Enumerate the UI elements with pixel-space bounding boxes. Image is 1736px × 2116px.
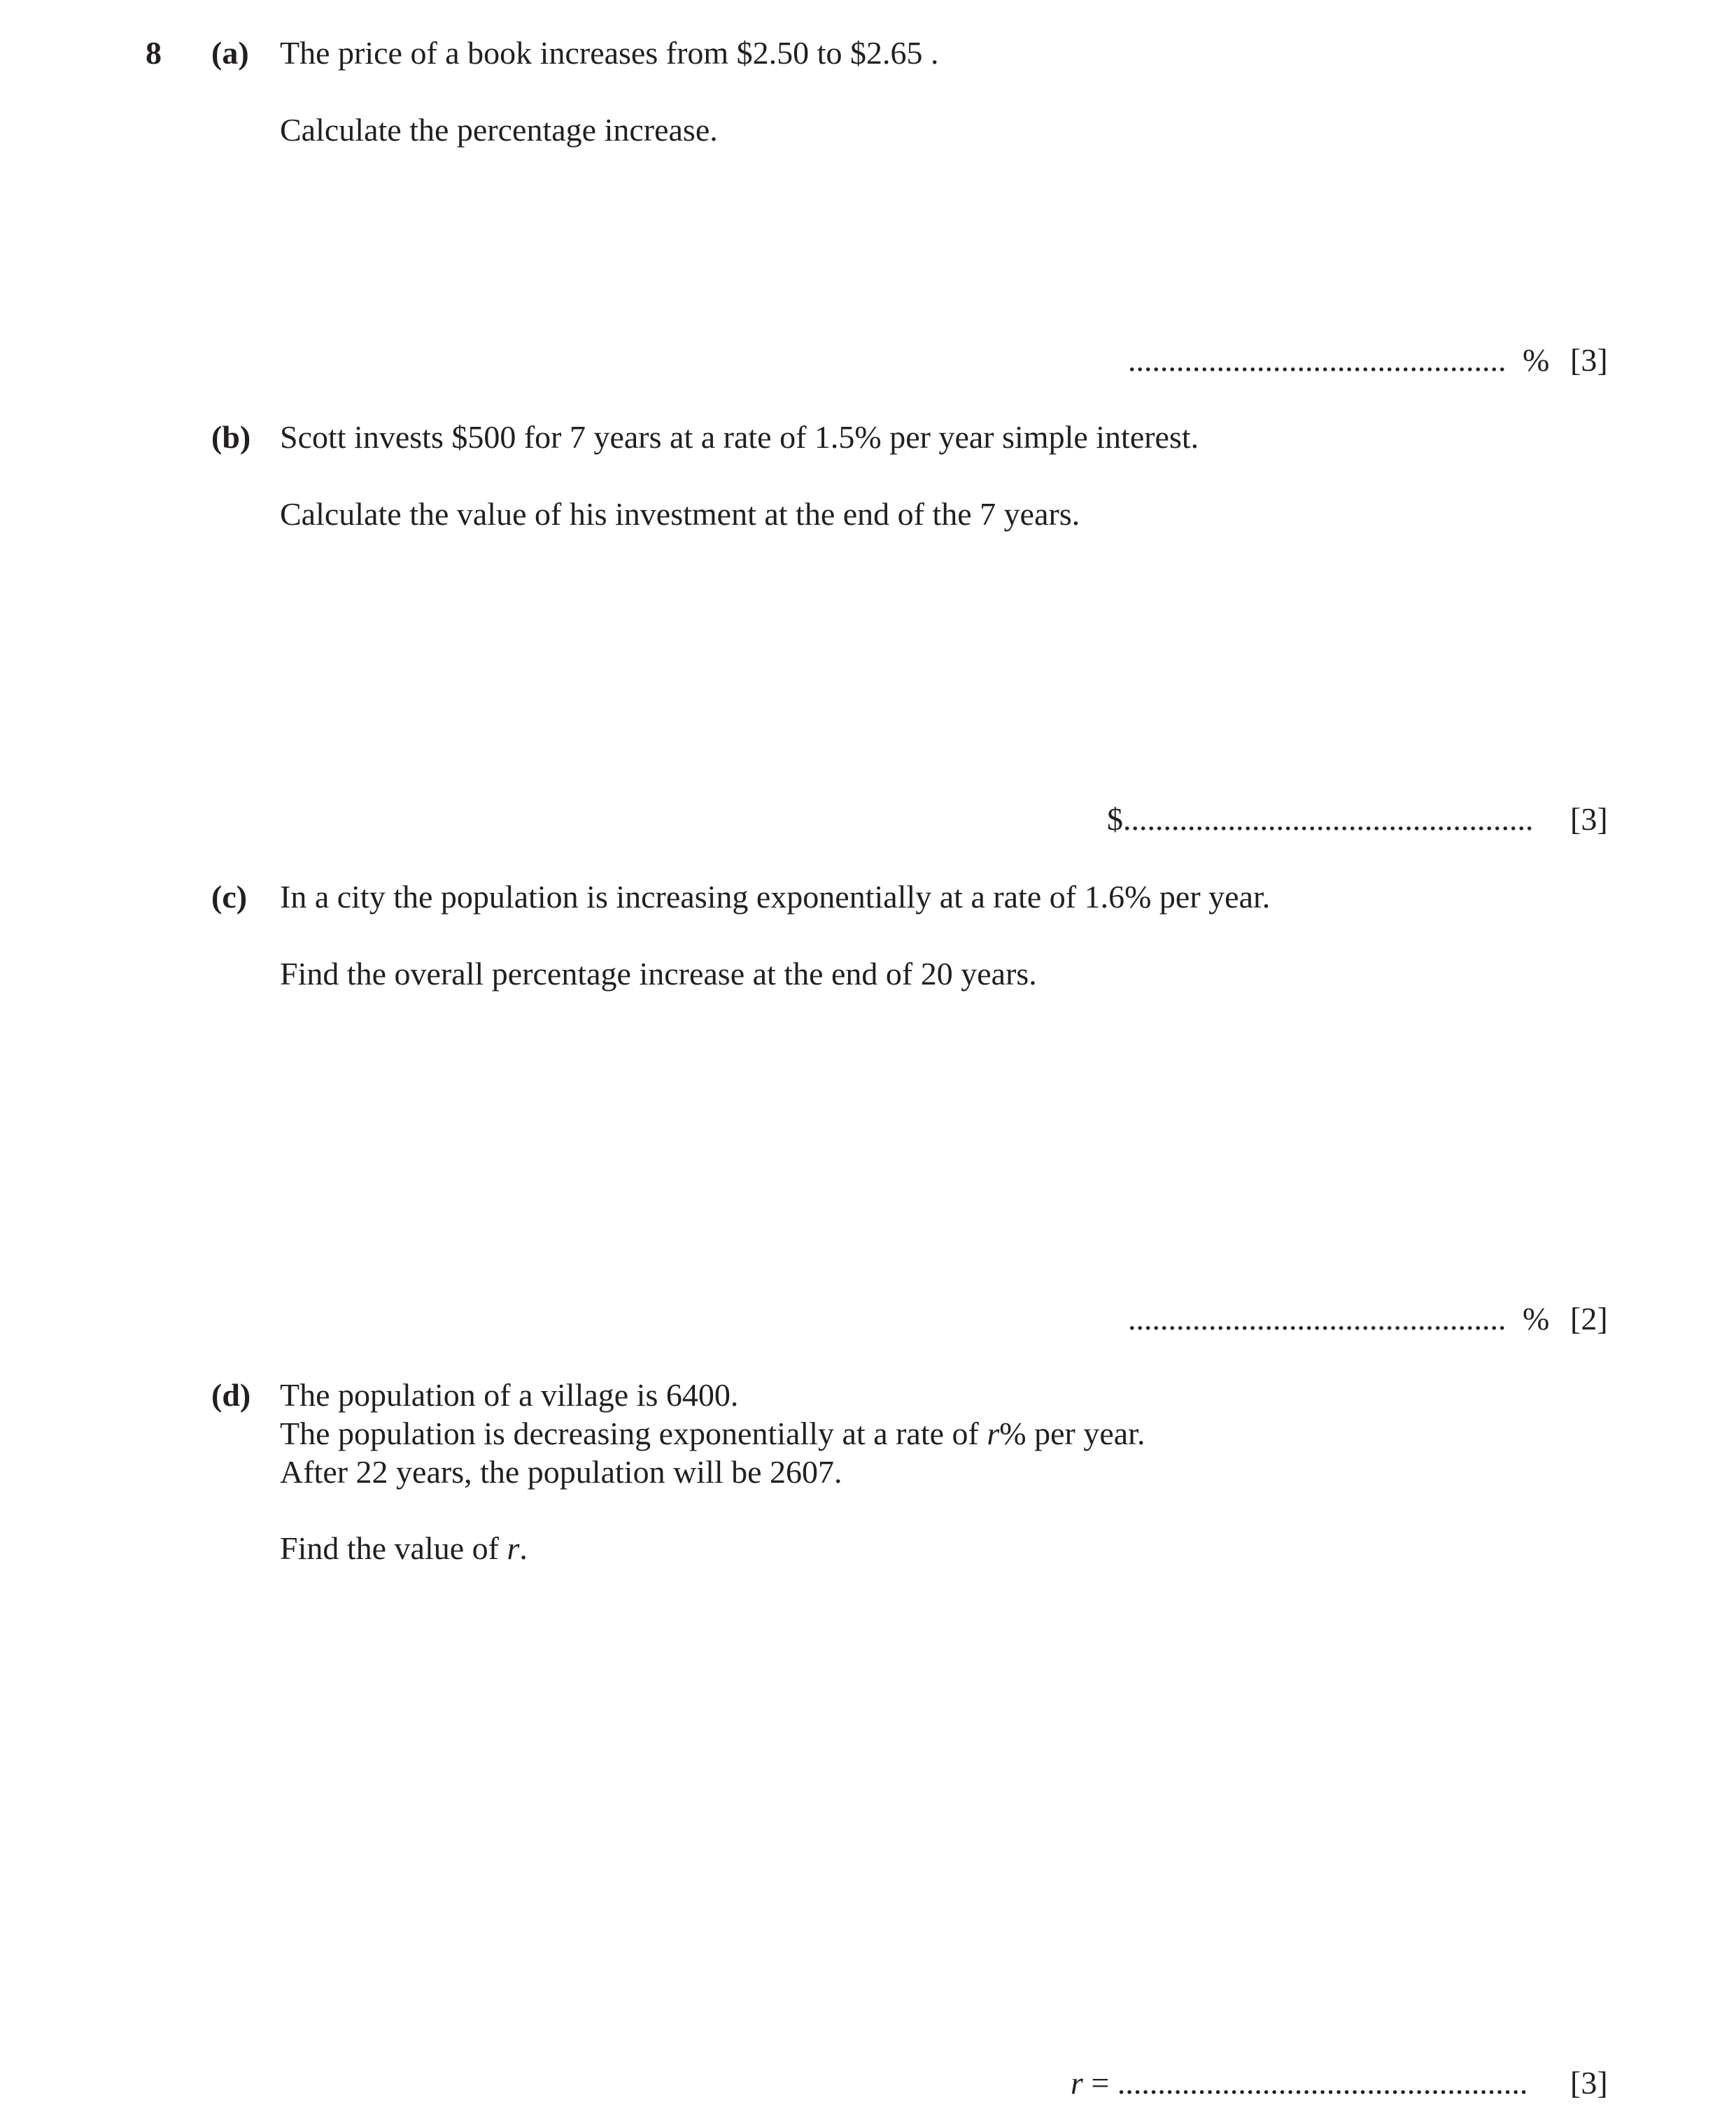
part-b-marks: [3] xyxy=(1570,801,1608,837)
part-b-text: Scott invests $500 for 7 years at a rate of 1.5% per year simple interest. xyxy=(280,419,1199,455)
part-d-line-2-end: % per year. xyxy=(999,1416,1145,1451)
equals-sign: = xyxy=(1082,2065,1110,2101)
part-d-line-2-start: The population is decreasing exponentially at a rate of xyxy=(280,1416,979,1451)
part-c-instruction: Find the overall percentage increase at the end of 20 years. xyxy=(280,956,1037,992)
part-a-label: (a) xyxy=(211,35,249,71)
part-b-instruction: Calculate the value of his investment at the end of the 7 years. xyxy=(280,496,1080,532)
part-a-answer-line[interactable] xyxy=(1128,341,1506,380)
part-c-unit: % xyxy=(1523,1301,1550,1336)
part-d-line-1: The population of a village is 6400. xyxy=(280,1377,739,1413)
answer-dots: ............................................... xyxy=(1128,1301,1506,1336)
part-c-label: (c) xyxy=(211,879,248,915)
instruction-suffix: . xyxy=(519,1530,528,1566)
answer-dots: ............................................... xyxy=(1128,342,1506,378)
question-number: 8 xyxy=(146,35,162,71)
answer-dots: ................................................... xyxy=(1117,2065,1528,2101)
part-c-text: In a city the population is increasing exponentially at a rate of 1.6% per year. xyxy=(280,879,1271,915)
part-d-line-2 xyxy=(280,1414,1145,1453)
variable-r: r xyxy=(507,1530,520,1566)
dollar-prefix: $ xyxy=(1107,801,1123,837)
part-c-answer-line[interactable] xyxy=(1128,1299,1506,1339)
part-d-label: (d) xyxy=(211,1377,251,1413)
part-d-answer-line[interactable] xyxy=(1071,2064,1527,2103)
variable-r: r xyxy=(1071,2065,1083,2101)
part-d-marks: [3] xyxy=(1570,2065,1608,2101)
part-d-line-3: After 22 years, the population will be 2607. xyxy=(280,1454,842,1490)
part-a-instruction: Calculate the percentage increase. xyxy=(280,112,718,148)
part-a-marks: [3] xyxy=(1570,342,1608,378)
part-c-marks: [2] xyxy=(1570,1301,1608,1336)
part-a-text: The price of a book increases from $2.50 to $2.65 . xyxy=(280,35,939,71)
part-b-answer-line[interactable] xyxy=(1107,800,1534,839)
instruction-prefix: Find the value of xyxy=(280,1530,507,1566)
answer-dots: ................................................... xyxy=(1123,801,1534,837)
part-d-instruction xyxy=(280,1529,528,1568)
part-b-label: (b) xyxy=(211,419,251,455)
variable-r: r xyxy=(987,1416,1000,1451)
part-a-unit: % xyxy=(1523,342,1550,378)
